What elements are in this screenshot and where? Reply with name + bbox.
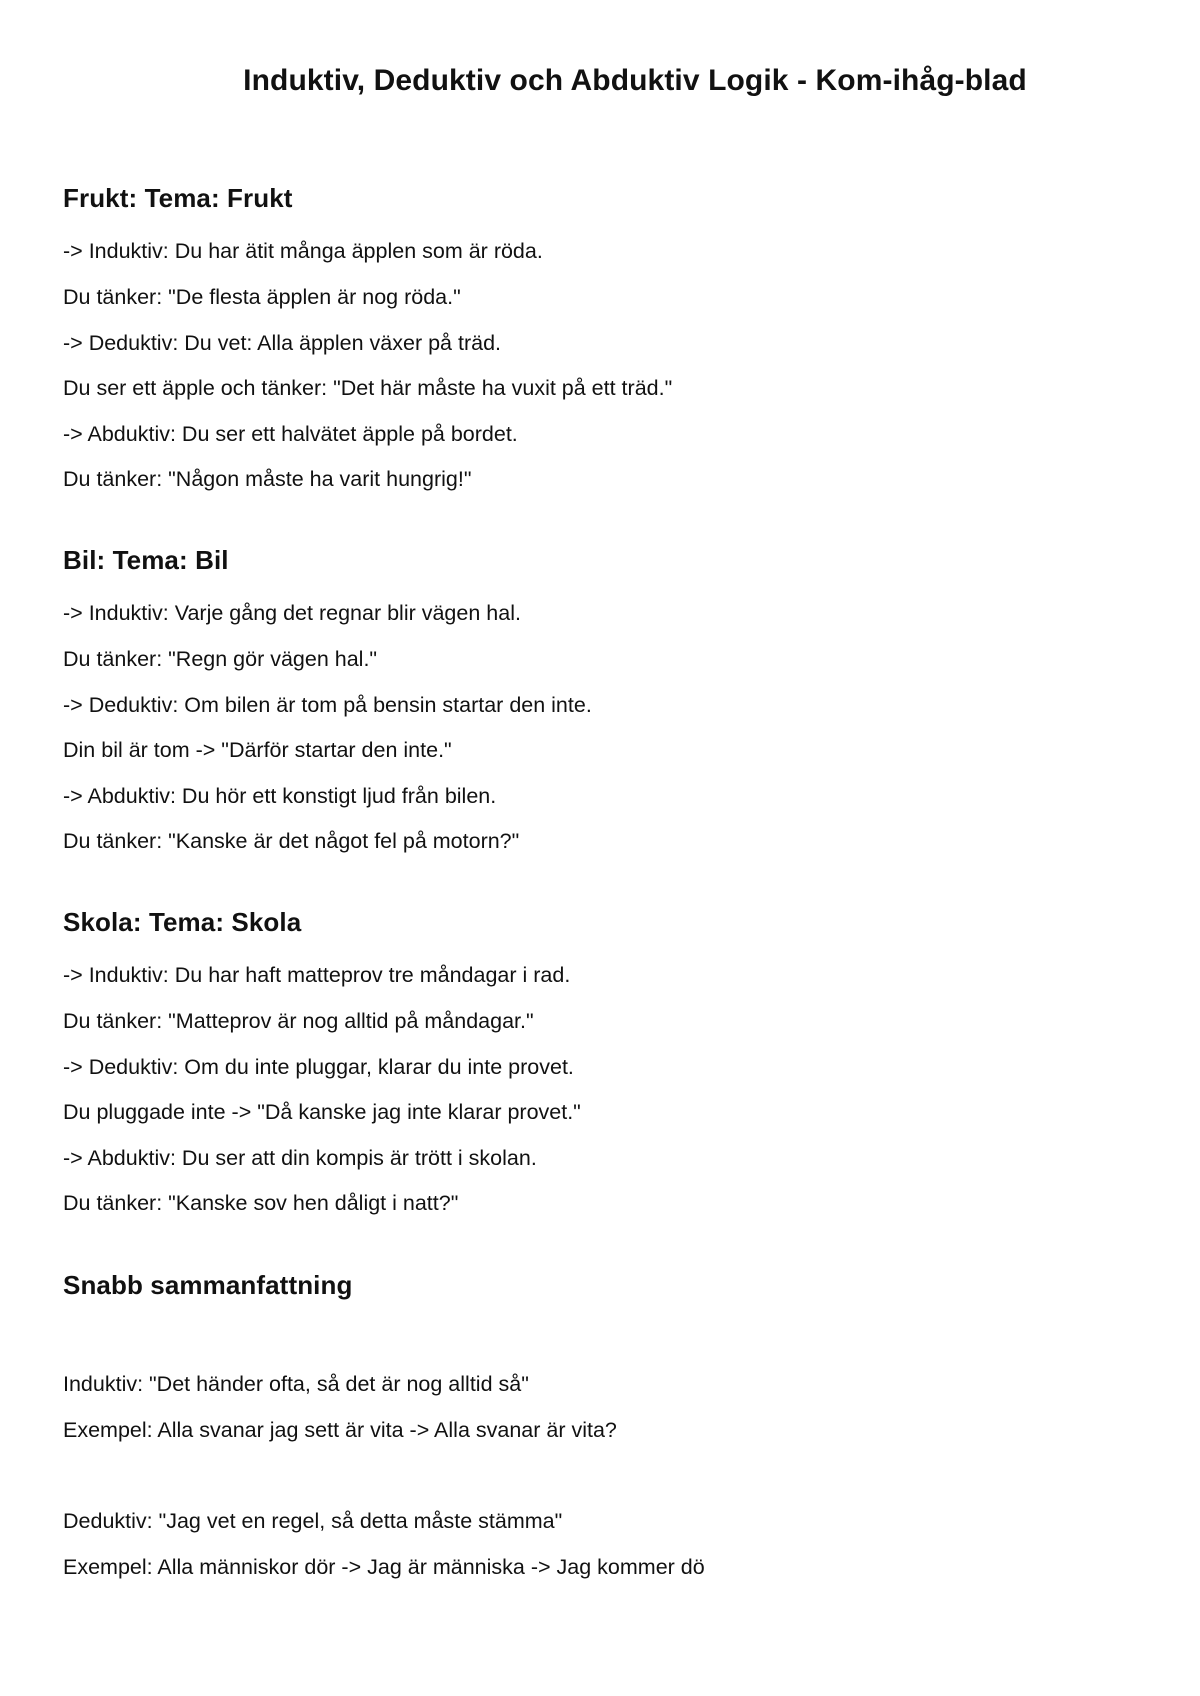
text-line: Exempel: Alla svanar jag sett är vita -> Alla svanar är vita? <box>63 1418 617 1442</box>
text-line: -> Deduktiv: Om bilen är tom på bensin startar den inte. <box>63 693 592 717</box>
text-line: Induktiv: "Det händer ofta, så det är nog alltid så" <box>63 1372 529 1396</box>
text-line: Du pluggade inte -> "Då kanske jag inte klarar provet." <box>63 1100 581 1124</box>
text-line: Du tänker: "Regn gör vägen hal." <box>63 647 378 671</box>
text-line: Du tänker: "Någon måste ha varit hungrig!" <box>63 467 472 491</box>
text-line: Din bil är tom -> "Därför startar den inte." <box>63 738 452 762</box>
section-heading-skola: Skola: Tema: Skola <box>63 907 302 937</box>
text-line: Du tänker: "De flesta äpplen är nog röda." <box>63 285 461 309</box>
text-line: Du tänker: "Matteprov är nog alltid på måndagar." <box>63 1009 534 1033</box>
text-line: Deduktiv: "Jag vet en regel, så detta måste stämma" <box>63 1509 563 1533</box>
text-line: -> Induktiv: Varje gång det regnar blir vägen hal. <box>63 601 521 625</box>
text-line: -> Abduktiv: Du ser ett halvätet äpple på bordet. <box>63 422 518 446</box>
text-line: Du ser ett äpple och tänker: "Det här måste ha vuxit på ett träd." <box>63 376 673 400</box>
text-line: -> Deduktiv: Om du inte pluggar, klarar du inte provet. <box>63 1055 574 1079</box>
text-line: Du tänker: "Kanske sov hen dåligt i natt?" <box>63 1191 459 1215</box>
section-heading-frukt: Frukt: Tema: Frukt <box>63 183 293 213</box>
text-line: -> Induktiv: Du har haft matteprov tre måndagar i rad. <box>63 963 571 987</box>
section-heading-summary: Snabb sammanfattning <box>63 1270 353 1300</box>
section-heading-bil: Bil: Tema: Bil <box>63 545 229 575</box>
text-line: -> Deduktiv: Du vet: Alla äpplen växer på träd. <box>63 331 501 355</box>
page-title: Induktiv, Deduktiv och Abduktiv Logik - Kom-ihåg-blad <box>243 64 1027 97</box>
text-line: -> Abduktiv: Du ser att din kompis är trött i skolan. <box>63 1146 537 1170</box>
text-line: Exempel: Alla människor dör -> Jag är människa -> Jag kommer dö <box>63 1555 705 1579</box>
text-line: -> Induktiv: Du har ätit många äpplen som är röda. <box>63 239 543 263</box>
text-line: -> Abduktiv: Du hör ett konstigt ljud från bilen. <box>63 784 497 808</box>
text-line: Du tänker: "Kanske är det något fel på motorn?" <box>63 829 520 853</box>
